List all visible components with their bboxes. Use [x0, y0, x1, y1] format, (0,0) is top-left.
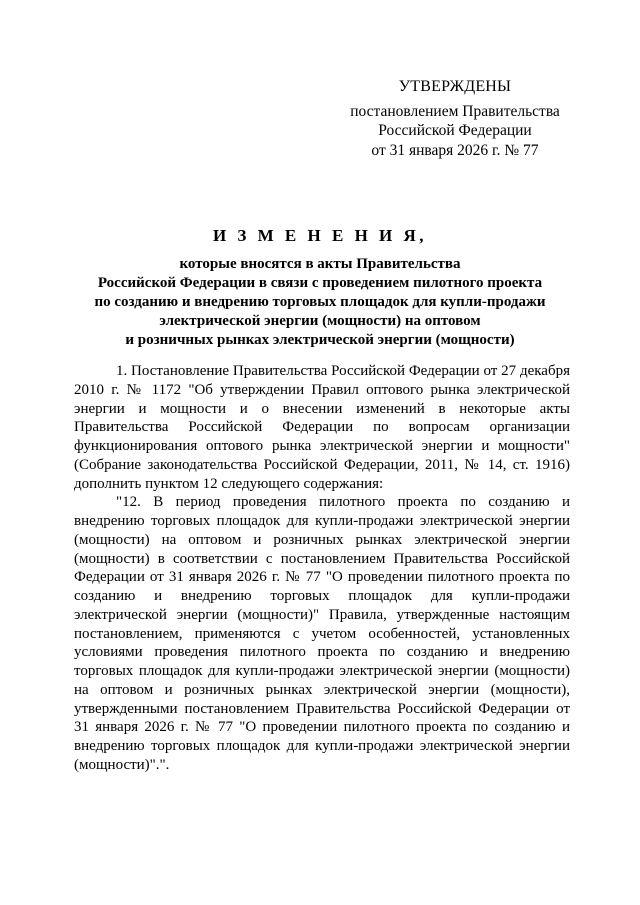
heading-line-3: по созданию и внедрению торговых площадок для купли-продажи: [94, 294, 546, 310]
document-heading: [60, 226, 580, 350]
heading-line-5: и розничных рынках электрической энергии (мощности): [125, 332, 515, 348]
approval-line-2: Российской Федерации: [378, 122, 532, 139]
approval-line-3: от 31 января 2026 г. № 77: [371, 141, 539, 159]
heading-line-2: Российской Федерации в связи с проведением пилотного проекта: [97, 275, 543, 291]
heading-line-4: электрической энергии (мощности) на оптовом: [159, 313, 481, 329]
approval-title: УТВЕРЖДЕНЫ: [398, 78, 512, 95]
heading-line-1: которые вносятся в акты Правительства: [179, 256, 461, 272]
paragraph-2: "12. В период проведения пилотного проекта по созданию и внедрению торговых площадок для купли-продажи электрической энергии (мощности) на оптовом и розничных рынках электрической энергии (мощности) в соответствии с постановлением Правительства Российской Федерации от 31 января 2026 г. № 77 "О проведении пилотного проекта по созданию и внедрению торговых площадок для купли-продажи электрической энергии (мощности)" Правила, утвержденные настоящим постановлением, применяются с учетом особенностей, установленных условиями проведения пилотного проекта по созданию и внедрению торговых площадок для купли-продажи электрической энергии (мощности) на оптовом и розничных рынках электрической энергии (мощности), утвержденными постановлением Правительства Российской Федерации от 31 января 2026 г. № 77 "О проведении пилотного проекта по созданию и внедрению торговых площадок для купли-продажи электрической энергии (мощности)".".: [74, 494, 570, 773]
paragraph-1: 1. Постановление Правительства Российской Федерации от 27 декабря 2010 г. № 1172 "Об утверждении Правил оптового рынка электрической энергии и мощности и о внесении изменений в некоторые акты Правительства Российской Федерации по вопросам организации функционирования оптового рынка электрической энергии и мощности" (Собрание законодательства Российской Федерации, 2011, № 14, ст. 1916) дополнить пунктом 12 следующего содержания:: [74, 363, 570, 492]
approval-stamp: [330, 77, 580, 160]
document-title: И З М Е Н Е Н И Я,: [212, 226, 428, 245]
approval-line-1: постановлением Правительства: [350, 102, 560, 120]
document-body: [74, 362, 570, 775]
